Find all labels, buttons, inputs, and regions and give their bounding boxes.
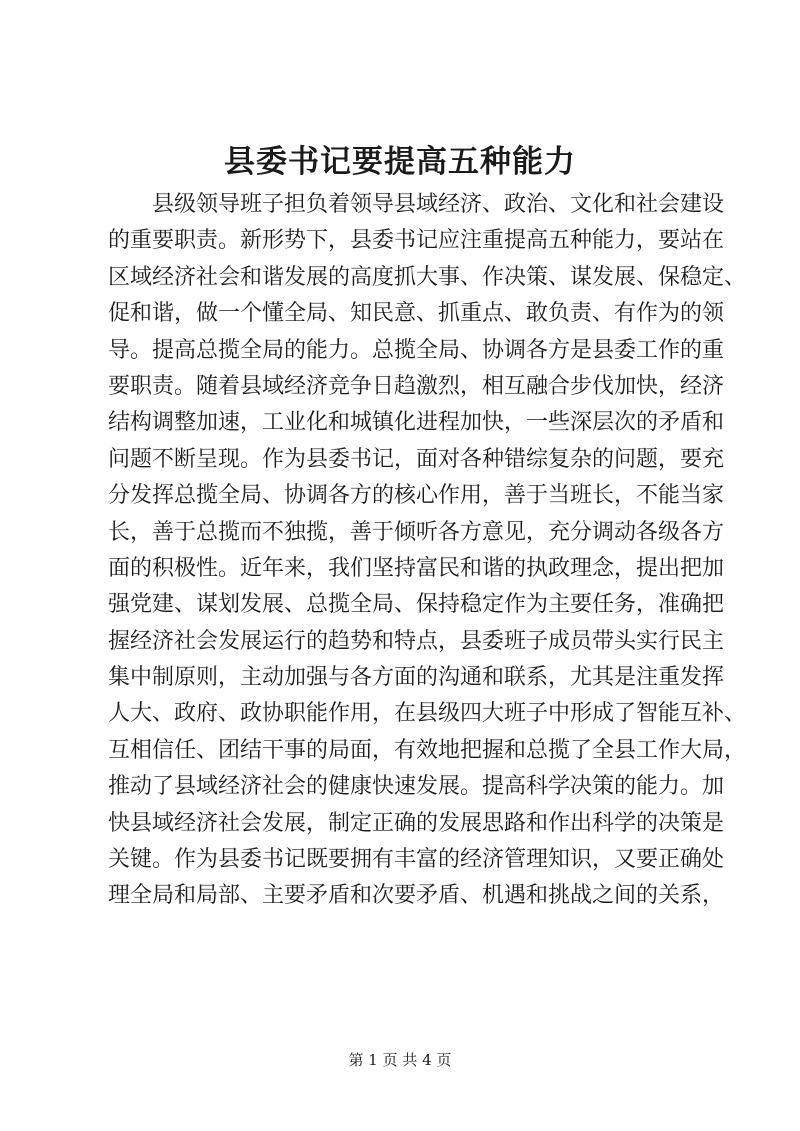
body-line: 问题不断呈现。作为县委书记，面对各种错综复杂的问题，要充: [108, 446, 725, 472]
body-line: 理全局和局部、主要矛盾和次要矛盾、机遇和挑战之间的关系，: [108, 883, 725, 909]
body-line: 要职责。随着县域经济竞争日趋激烈，相互融合步伐加快，经济: [108, 373, 725, 399]
body-line: 互相信任、团结干事的局面，有效地把握和总揽了全县工作大局，: [108, 737, 747, 763]
body-line: 集中制原则，主动加强与各方面的沟通和联系，尤其是注重发挥: [108, 665, 725, 691]
body-line: 的重要职责。新形势下，县委书记应注重提高五种能力，要站在: [108, 228, 725, 254]
body-text: [108, 187, 747, 915]
body-line: 强党建、谋划发展、总揽全局、保持稳定作为主要任务，准确把: [108, 592, 725, 618]
body-line: 快县域经济社会发展，制定正确的发展思路和作出科学的决策是: [108, 810, 725, 836]
body-line: 人大、政府、政协职能作用，在县级四大班子中形成了智能互补、: [108, 701, 747, 727]
body-line: 推动了县域经济社会的健康快速发展。提高科学决策的能力。加: [108, 774, 725, 800]
page-footer: 第 1 页 共 4 页: [348, 1051, 452, 1069]
body-line: 握经济社会发展运行的趋势和特点，县委班子成员带头实行民主: [108, 628, 725, 654]
body-line: 面的积极性。近年来，我们坚持富民和谐的执政理念，提出把加: [108, 555, 725, 581]
body-line: 关键。作为县委书记既要拥有丰富的经济管理知识，又要正确处: [108, 847, 725, 873]
body-line: 区域经济社会和谐发展的高度抓大事、作决策、谋发展、保稳定、: [108, 264, 747, 290]
body-line: 结构调整加速，工业化和城镇化进程加快，一些深层次的矛盾和: [108, 410, 725, 436]
body-line: 长，善于总揽而不独揽，善于倾听各方意见，充分调动各级各方: [108, 519, 725, 545]
body-line: 导。提高总揽全局的能力。总揽全局、协调各方是县委工作的重: [108, 337, 725, 363]
body-line: 分发挥总揽全局、协调各方的核心作用，善于当班长，不能当家: [108, 483, 725, 509]
page-title: 县委书记要提高五种能力: [224, 144, 576, 180]
body-line: 县级领导班子担负着领导县域经济、政治、文化和社会建设: [152, 192, 725, 217]
body-line: 促和谐，做一个懂全局、知民意、抓重点、敢负责、有作为的领: [108, 301, 725, 327]
